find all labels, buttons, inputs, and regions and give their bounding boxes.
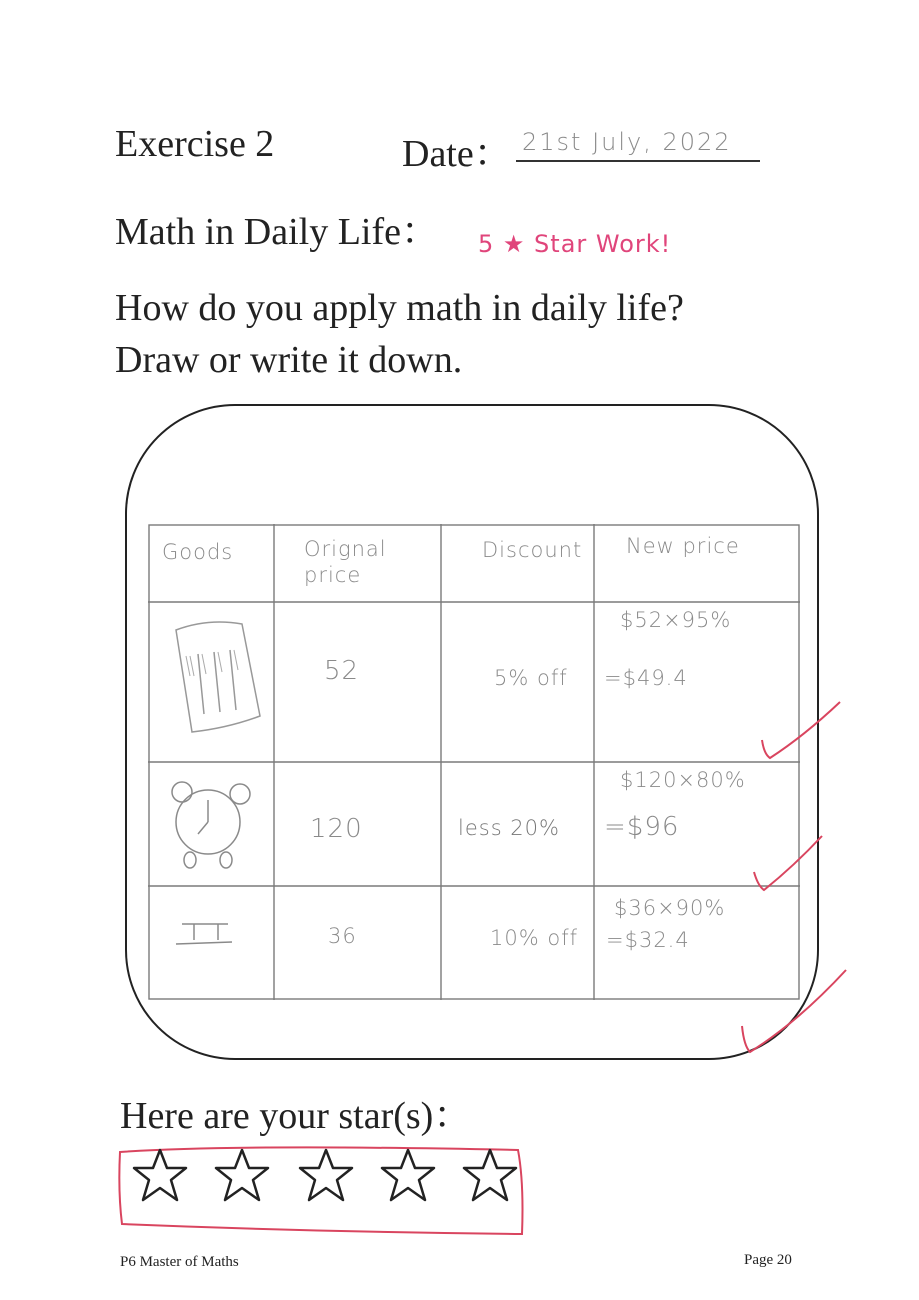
- check-mark-row1: [750, 696, 850, 766]
- date-value: 21st July, 2022: [522, 128, 732, 156]
- row2-calc: $120×80%: [620, 768, 746, 792]
- topic-label: Math in Daily Life：: [115, 211, 439, 253]
- stars-row: [130, 1146, 530, 1206]
- row2-original-price: 120: [310, 814, 363, 844]
- star-icon-4: [382, 1150, 434, 1200]
- table-grid: [148, 524, 800, 1000]
- star-icons: [130, 1146, 530, 1206]
- row1-new-price: =$49.4: [604, 666, 688, 690]
- header-new-price: New price: [626, 534, 740, 558]
- row1-discount: 5% off: [494, 666, 568, 690]
- row3-new-price: =$32.4: [606, 928, 690, 952]
- row3-original-price: 36: [328, 924, 357, 948]
- footer-page-number: Page 20: [744, 1252, 792, 1268]
- header-discount: Discount: [482, 538, 583, 562]
- price-table: [148, 524, 800, 1000]
- exercise-title: Exercise 2: [115, 123, 275, 165]
- row3-discount: 10% off: [490, 926, 578, 950]
- header-original-price: Orignal price: [304, 537, 387, 587]
- date-underline: [516, 160, 760, 162]
- star-icon-2: [216, 1150, 268, 1200]
- row1-calc: $52×95%: [620, 608, 732, 632]
- check-mark-row3: [742, 970, 846, 1052]
- question-line-2: Draw or write it down.: [115, 339, 463, 381]
- row3-calc: $36×90%: [614, 896, 726, 920]
- footer-book-title: P6 Master of Maths: [120, 1254, 239, 1270]
- check-mark-row2: [754, 836, 822, 890]
- star-icon-3: [300, 1150, 352, 1200]
- teacher-feedback-note: 5 ★ Star Work!: [478, 230, 672, 258]
- row2-discount: less 20%: [458, 816, 560, 840]
- star-icon-5: [464, 1150, 516, 1200]
- row1-original-price: 52: [324, 656, 360, 686]
- question-line-1: How do you apply math in daily life?: [115, 287, 684, 329]
- header-goods: Goods: [162, 540, 234, 564]
- star-icon-1: [134, 1150, 186, 1200]
- stars-label: Here are your star(s)：: [120, 1095, 472, 1137]
- row2-new-price: =$96: [604, 812, 680, 842]
- date-label: Date：: [402, 133, 512, 175]
